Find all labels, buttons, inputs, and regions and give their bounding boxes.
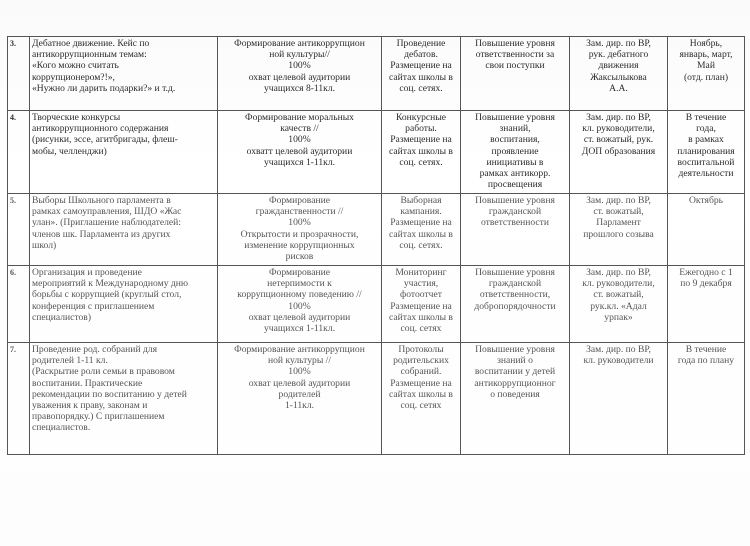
goal-cell: Формирование антикоррупцион ной культуры // 100% охват целевой аудитории родителей 1-11кл. bbox=[218, 343, 382, 455]
row-number: 7. bbox=[8, 343, 30, 455]
responsible-cell: Зам. дир. по ВР, рук. дебатного движения Жаксылыкова А.А. bbox=[570, 37, 668, 111]
table-row bbox=[8, 343, 745, 455]
form-cell: Мониторинг участия, фотоотчет Размещение на сайтах школы в соц. сетях bbox=[382, 266, 461, 343]
table-row bbox=[8, 111, 745, 194]
row-number: 5. bbox=[8, 194, 30, 266]
table-row bbox=[8, 194, 745, 266]
result-cell: Повышение уровня ответственности за свои поступки bbox=[461, 37, 570, 111]
form-cell: Проведение дебатов. Размещение на сайтах школы в соц. сетях. bbox=[382, 37, 461, 111]
date-cell: Октябрь bbox=[668, 194, 745, 266]
result-cell: Повышение уровня гражданской ответственности bbox=[461, 194, 570, 266]
responsible-cell: Зам. дир. по ВР, кл. руководители, ст. вожатый, рук. ДОП образования bbox=[570, 111, 668, 194]
date-cell: Ежегодно с 1 по 9 декабря bbox=[668, 266, 745, 343]
form-cell: Выборная кампания. Размещение на сайтах школы в соц. сетях. bbox=[382, 194, 461, 266]
goal-cell: Формирование гражданственности // 100% Открытости и прозрачности, изменение коррупционных рисков bbox=[218, 194, 382, 266]
goal-cell: Формирование антикоррупцион ной культуры// 100% охват целевой аудитории учащихся 8-11кл. bbox=[218, 37, 382, 111]
result-cell: Повышение уровня знаний о воспитании у детей антикоррупционног о поведения bbox=[461, 343, 570, 455]
form-cell: Протоколы родительских собраний. Размещение на сайтах школы в соц. сетях bbox=[382, 343, 461, 455]
event-cell: Выборы Школьного парламента в рамках самоуправления, ШДО «Жас улан». (Приглашение наблюдателей: членов шк. Парламента из других школ) bbox=[30, 194, 218, 266]
date-cell: В течение года по плану bbox=[668, 343, 745, 455]
table-row bbox=[8, 37, 745, 111]
table-row bbox=[8, 266, 745, 343]
responsible-cell: Зам. дир. по ВР, кл. руководители bbox=[570, 343, 668, 455]
responsible-cell: Зам. дир. по ВР, кл. руководители, ст. вожатый, рук.кл. «Адал урпак» bbox=[570, 266, 668, 343]
goal-cell: Формирование моральных качеств // 100% охватт целевой аудитории учащихся 1-11кл. bbox=[218, 111, 382, 194]
row-number: 6. bbox=[8, 266, 30, 343]
date-cell: В течение года, в рамках планирования воспитальной деятельности bbox=[668, 111, 745, 194]
event-cell: Творческие конкурсы антикоррупционного содержания (рисунки, эссе, агитбригады, флеш- мобы, челленджи) bbox=[30, 111, 218, 194]
event-cell: Проведение род. собраний для родителей 1-11 кл. (Раскрытие роли семьи в правовом воспитании. Практические рекомендации по воспитанию у детей уважения к праву, законам и правопорядку.) С приглашением специалистов. bbox=[30, 343, 218, 455]
responsible-cell: Зам. дир. по ВР, ст. вожатый, Парламент прошлого созыва bbox=[570, 194, 668, 266]
goal-cell: Формирование нетерпимости к коррупционному поведению // 100% охват целевой аудитории учащихся 1-11кл. bbox=[218, 266, 382, 343]
form-cell: Конкурсные работы. Размещение на сайтах школы в соц. сетях. bbox=[382, 111, 461, 194]
row-number: 3. bbox=[8, 37, 30, 111]
row-number: 4. bbox=[8, 111, 30, 194]
result-cell: Повышение уровня знаний, воспитания, проявление инициативы в рамках антикорр. просвещения bbox=[461, 111, 570, 194]
event-cell: Дебатное движение. Кейс по антикоррупционным темам: «Кого можно считать коррупционером?!», «Нужно ли дарить подарки?» и т.д. bbox=[30, 37, 218, 111]
event-cell: Организация и проведение мероприятий к Международному дню борьбы с коррупцией (круглый стол, конференция с приглашением специалистов) bbox=[30, 266, 218, 343]
anticorruption-plan-table bbox=[7, 36, 745, 455]
date-cell: Ноябрь, январь, март, Май (отд. план) bbox=[668, 37, 745, 111]
result-cell: Повышение уровня гражданской ответственности, добропорядочности bbox=[461, 266, 570, 343]
